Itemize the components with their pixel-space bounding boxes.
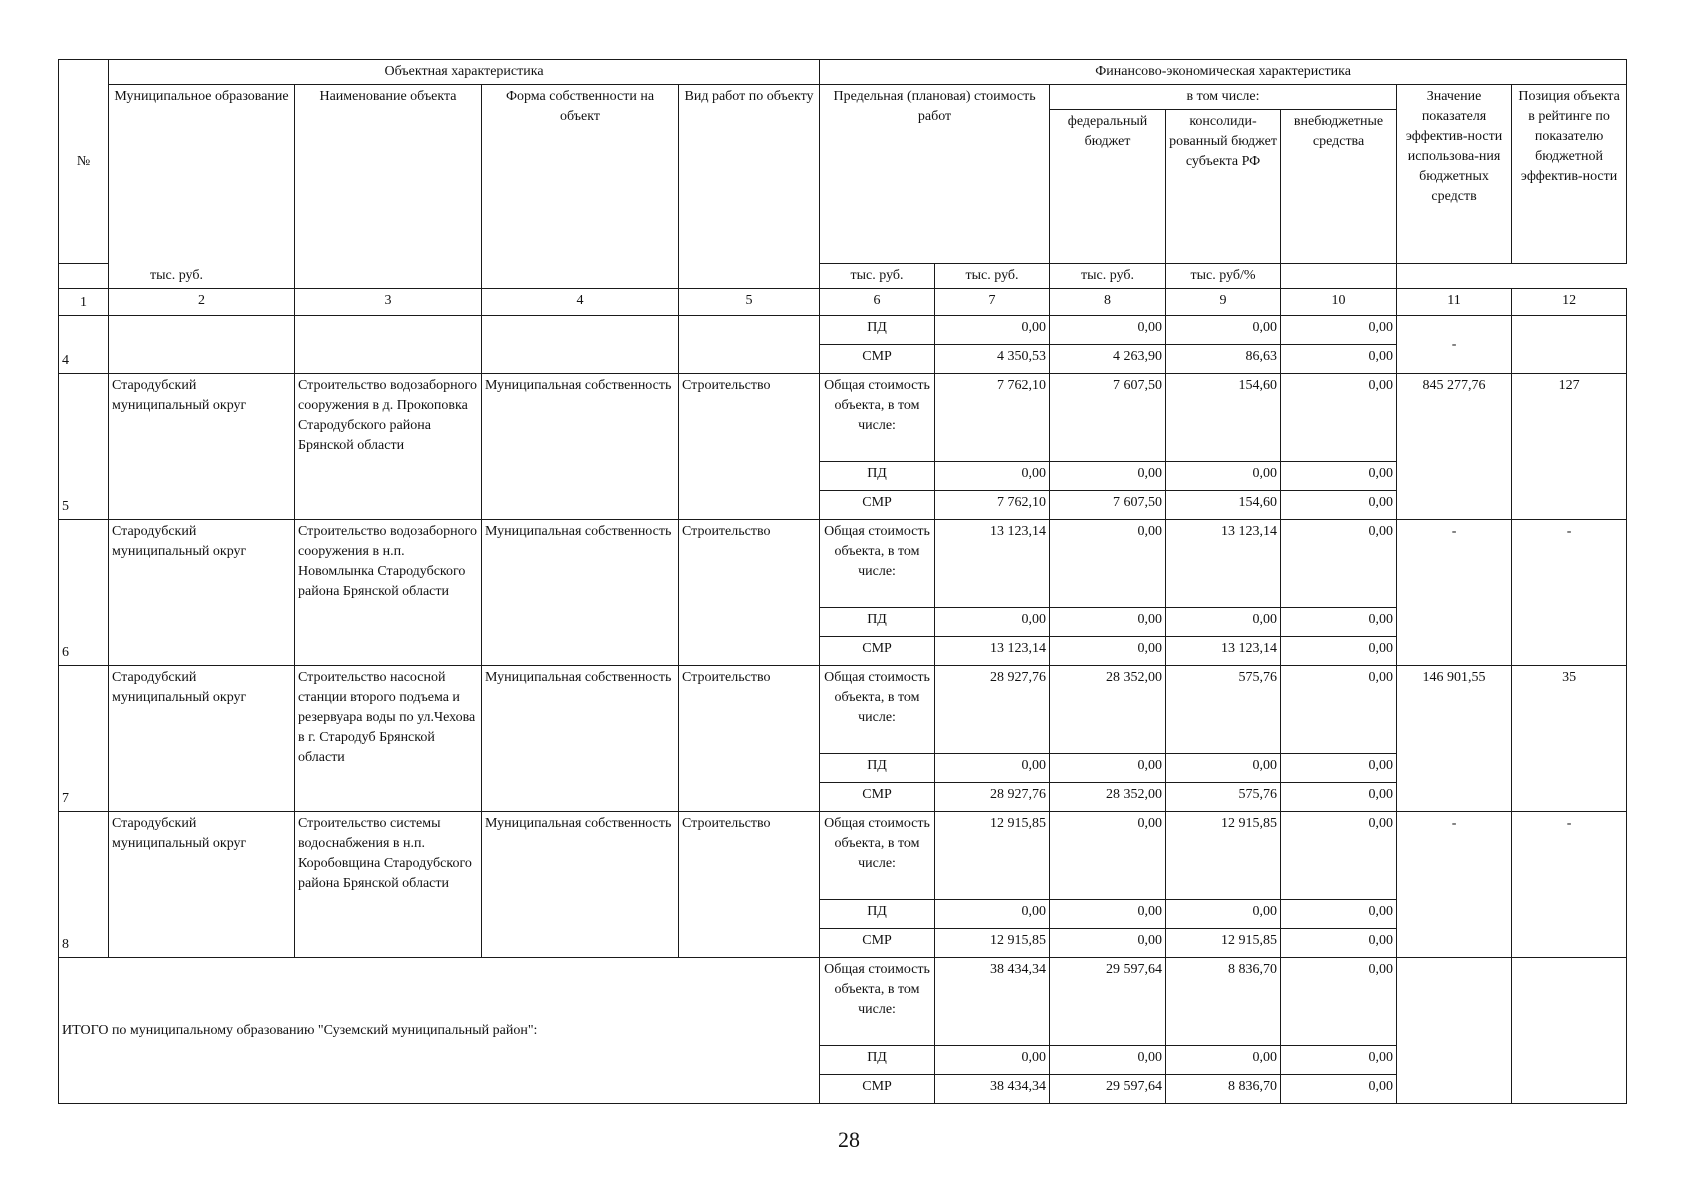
ownership-cell: Муниципальная собственность bbox=[482, 812, 679, 958]
total-label: Общая стоимость объекта, в том числе: bbox=[820, 812, 935, 900]
header-object-group: Объектная характеристика bbox=[109, 60, 820, 85]
col-number: 11 bbox=[1397, 289, 1512, 316]
object-name-cell bbox=[295, 316, 482, 374]
indicator-cell bbox=[1397, 958, 1512, 1104]
pd-federal: 0,00 bbox=[1050, 462, 1166, 491]
col-number: 2 bbox=[109, 289, 295, 316]
pd-total: 0,00 bbox=[935, 900, 1050, 929]
unit-indicator: тыс. руб/% bbox=[1166, 264, 1281, 289]
smr-extra: 0,00 bbox=[1281, 491, 1397, 520]
pd-federal: 0,00 bbox=[1050, 1046, 1166, 1075]
total-consolidated: 8 836,70 bbox=[1166, 958, 1281, 1046]
total-consolidated: 154,60 bbox=[1166, 374, 1281, 462]
smr-consolidated: 86,63 bbox=[1166, 345, 1281, 374]
pd-label: ПД bbox=[820, 316, 935, 345]
ownership-cell bbox=[482, 316, 679, 374]
row-number: 7 bbox=[59, 666, 109, 812]
smr-federal: 29 597,64 bbox=[1050, 1075, 1166, 1104]
total-federal: 29 597,64 bbox=[1050, 958, 1166, 1046]
indicator-cell: 845 277,76 bbox=[1397, 374, 1512, 520]
total-row bbox=[59, 958, 1627, 1046]
total-cost: 7 762,10 bbox=[935, 374, 1050, 462]
pd-consolidated: 0,00 bbox=[1166, 316, 1281, 345]
header-work-type: Вид работ по объекту bbox=[679, 85, 820, 289]
smr-federal: 7 607,50 bbox=[1050, 491, 1166, 520]
object-name-cell: Строительство системы водоснабжения в н.п. Коробовщина Стародубского района Брянской области bbox=[295, 812, 482, 958]
unit-consolidated: тыс. руб. bbox=[935, 264, 1050, 289]
row-number: 5 bbox=[59, 374, 109, 520]
header-rank: Позиция объекта в рейтинге по показателю бюджетной эффектив-ности bbox=[1512, 85, 1627, 264]
col-number: 10 bbox=[1281, 289, 1397, 316]
smr-label: СМР bbox=[820, 637, 935, 666]
total-extra: 0,00 bbox=[1281, 812, 1397, 900]
pd-total: 0,00 bbox=[935, 754, 1050, 783]
pd-label: ПД bbox=[820, 1046, 935, 1075]
pd-federal: 0,00 bbox=[1050, 900, 1166, 929]
smr-extra: 0,00 bbox=[1281, 1075, 1397, 1104]
col-number: 9 bbox=[1166, 289, 1281, 316]
total-federal: 28 352,00 bbox=[1050, 666, 1166, 754]
smr-extra: 0,00 bbox=[1281, 345, 1397, 374]
rank-cell: 127 bbox=[1512, 374, 1627, 520]
unit-federal: тыс. руб. bbox=[820, 264, 935, 289]
pd-federal: 0,00 bbox=[1050, 754, 1166, 783]
page-number: 28 bbox=[838, 1127, 860, 1152]
pd-extra: 0,00 bbox=[1281, 462, 1397, 491]
pd-federal: 0,00 bbox=[1050, 316, 1166, 345]
object-name-cell: Строительство водозаборного сооружения в д. Прокоповка Стародубского района Брянской области bbox=[295, 374, 482, 520]
pd-label: ПД bbox=[820, 608, 935, 637]
smr-consolidated: 12 915,85 bbox=[1166, 929, 1281, 958]
row-number: 4 bbox=[59, 316, 109, 374]
municipality-cell: Стародубский муниципальный округ bbox=[109, 520, 295, 666]
unit-rank bbox=[1281, 264, 1397, 289]
pd-label: ПД bbox=[820, 900, 935, 929]
work-type-cell bbox=[679, 316, 820, 374]
budget-table bbox=[58, 59, 1627, 1104]
total-extra: 0,00 bbox=[1281, 520, 1397, 608]
total-federal: 0,00 bbox=[1050, 520, 1166, 608]
header-ownership: Форма собственности на объект bbox=[482, 85, 679, 289]
pd-total: 0,00 bbox=[935, 316, 1050, 345]
smr-federal: 0,00 bbox=[1050, 929, 1166, 958]
municipality-cell: Стародубский муниципальный округ bbox=[109, 812, 295, 958]
smr-label: СМР bbox=[820, 783, 935, 812]
header-no: № bbox=[59, 60, 109, 264]
col-number: 12 bbox=[1512, 289, 1627, 316]
smr-extra: 0,00 bbox=[1281, 783, 1397, 812]
header-including: в том числе: bbox=[1050, 85, 1397, 110]
pd-extra: 0,00 bbox=[1281, 316, 1397, 345]
smr-consolidated: 575,76 bbox=[1166, 783, 1281, 812]
smr-extra: 0,00 bbox=[1281, 929, 1397, 958]
total-cost: 28 927,76 bbox=[935, 666, 1050, 754]
pd-consolidated: 0,00 bbox=[1166, 462, 1281, 491]
smr-consolidated: 8 836,70 bbox=[1166, 1075, 1281, 1104]
rank-cell bbox=[1512, 316, 1627, 374]
smr-label: СМР bbox=[820, 491, 935, 520]
indicator-cell: 146 901,55 bbox=[1397, 666, 1512, 812]
col-number: 3 bbox=[295, 289, 482, 316]
total-cost: 13 123,14 bbox=[935, 520, 1050, 608]
row-number: 6 bbox=[59, 520, 109, 666]
pd-total: 0,00 bbox=[935, 608, 1050, 637]
work-type-cell: Строительство bbox=[679, 812, 820, 958]
ownership-cell: Муниципальная собственность bbox=[482, 374, 679, 520]
col-number: 5 bbox=[679, 289, 820, 316]
header-finance-group: Финансово-экономическая характеристика bbox=[820, 60, 1627, 85]
smr-federal: 4 263,90 bbox=[1050, 345, 1166, 374]
smr-extra: 0,00 bbox=[1281, 637, 1397, 666]
smr-total: 13 123,14 bbox=[935, 637, 1050, 666]
indicator-cell: - bbox=[1397, 812, 1512, 958]
total-label: Общая стоимость объекта, в том числе: bbox=[820, 374, 935, 462]
rank-cell: - bbox=[1512, 812, 1627, 958]
smr-label: СМР bbox=[820, 345, 935, 374]
col-number: 8 bbox=[1050, 289, 1166, 316]
smr-total: 28 927,76 bbox=[935, 783, 1050, 812]
total-cost: 12 915,85 bbox=[935, 812, 1050, 900]
header-consolidated: консолиди-рованный бюджет субъекта РФ bbox=[1166, 110, 1281, 264]
pd-extra: 0,00 bbox=[1281, 754, 1397, 783]
total-extra: 0,00 bbox=[1281, 958, 1397, 1046]
col-number: 1 bbox=[59, 289, 109, 316]
col-number: 7 bbox=[935, 289, 1050, 316]
header-federal: федеральный бюджет bbox=[1050, 110, 1166, 264]
col-number: 4 bbox=[482, 289, 679, 316]
indicator-cell: - bbox=[1397, 520, 1512, 666]
smr-federal: 0,00 bbox=[1050, 637, 1166, 666]
unit-extra: тыс. руб. bbox=[1050, 264, 1166, 289]
table-row bbox=[59, 666, 1627, 754]
pd-label: ПД bbox=[820, 754, 935, 783]
total-row-label: ИТОГО по муниципальному образованию "Суземский муниципальный район": bbox=[59, 958, 820, 1104]
total-federal: 0,00 bbox=[1050, 812, 1166, 900]
pd-total: 0,00 bbox=[935, 1046, 1050, 1075]
ownership-cell: Муниципальная собственность bbox=[482, 666, 679, 812]
smr-total: 4 350,53 bbox=[935, 345, 1050, 374]
smr-consolidated: 13 123,14 bbox=[1166, 637, 1281, 666]
pd-extra: 0,00 bbox=[1281, 900, 1397, 929]
total-extra: 0,00 bbox=[1281, 666, 1397, 754]
object-name-cell: Строительство насосной станции второго подъема и резервуара воды по ул.Чехова в г. Стародуб Брянской области bbox=[295, 666, 482, 812]
total-federal: 7 607,50 bbox=[1050, 374, 1166, 462]
total-consolidated: 575,76 bbox=[1166, 666, 1281, 754]
smr-total: 38 434,34 bbox=[935, 1075, 1050, 1104]
pd-consolidated: 0,00 bbox=[1166, 1046, 1281, 1075]
smr-label: СМР bbox=[820, 1075, 935, 1104]
table-row bbox=[59, 812, 1627, 900]
total-consolidated: 13 123,14 bbox=[1166, 520, 1281, 608]
work-type-cell: Строительство bbox=[679, 520, 820, 666]
pd-consolidated: 0,00 bbox=[1166, 608, 1281, 637]
municipality-cell bbox=[109, 316, 295, 374]
col-number: 6 bbox=[820, 289, 935, 316]
header-municipality: Муниципальное образование bbox=[109, 85, 295, 289]
pd-label: ПД bbox=[820, 462, 935, 491]
table-row bbox=[59, 374, 1627, 462]
total-label: Общая стоимость объекта, в том числе: bbox=[820, 666, 935, 754]
smr-consolidated: 154,60 bbox=[1166, 491, 1281, 520]
table-row bbox=[59, 316, 1627, 345]
pd-total: 0,00 bbox=[935, 462, 1050, 491]
total-extra: 0,00 bbox=[1281, 374, 1397, 462]
ownership-cell: Муниципальная собственность bbox=[482, 520, 679, 666]
unit-cost: тыс. руб. bbox=[59, 264, 295, 289]
work-type-cell: Строительство bbox=[679, 374, 820, 520]
pd-consolidated: 0,00 bbox=[1166, 754, 1281, 783]
total-cost: 38 434,34 bbox=[935, 958, 1050, 1046]
pd-consolidated: 0,00 bbox=[1166, 900, 1281, 929]
rank-cell bbox=[1512, 958, 1627, 1104]
municipality-cell: Стародубский муниципальный округ bbox=[109, 374, 295, 520]
smr-label: СМР bbox=[820, 929, 935, 958]
total-label: Общая стоимость объекта, в том числе: bbox=[820, 520, 935, 608]
header-indicator: Значение показателя эффектив-ности использова-ния бюджетных средств bbox=[1397, 85, 1512, 264]
total-label: Общая стоимость объекта, в том числе: bbox=[820, 958, 935, 1046]
indicator-cell: - bbox=[1397, 316, 1512, 374]
smr-total: 7 762,10 bbox=[935, 491, 1050, 520]
header-limit-cost: Предельная (плановая) стоимость работ bbox=[820, 85, 1050, 264]
work-type-cell: Строительство bbox=[679, 666, 820, 812]
header-extrabudget: внебюджетные средства bbox=[1281, 110, 1397, 264]
total-consolidated: 12 915,85 bbox=[1166, 812, 1281, 900]
row-number: 8 bbox=[59, 812, 109, 958]
rank-cell: 35 bbox=[1512, 666, 1627, 812]
object-name-cell: Строительство водозаборного сооружения в н.п. Новомлынка Стародубского района Брянской области bbox=[295, 520, 482, 666]
header-object-name: Наименование объекта bbox=[295, 85, 482, 289]
pd-extra: 0,00 bbox=[1281, 608, 1397, 637]
rank-cell: - bbox=[1512, 520, 1627, 666]
smr-total: 12 915,85 bbox=[935, 929, 1050, 958]
smr-federal: 28 352,00 bbox=[1050, 783, 1166, 812]
municipality-cell: Стародубский муниципальный округ bbox=[109, 666, 295, 812]
table-row bbox=[59, 520, 1627, 608]
pd-federal: 0,00 bbox=[1050, 608, 1166, 637]
pd-extra: 0,00 bbox=[1281, 1046, 1397, 1075]
